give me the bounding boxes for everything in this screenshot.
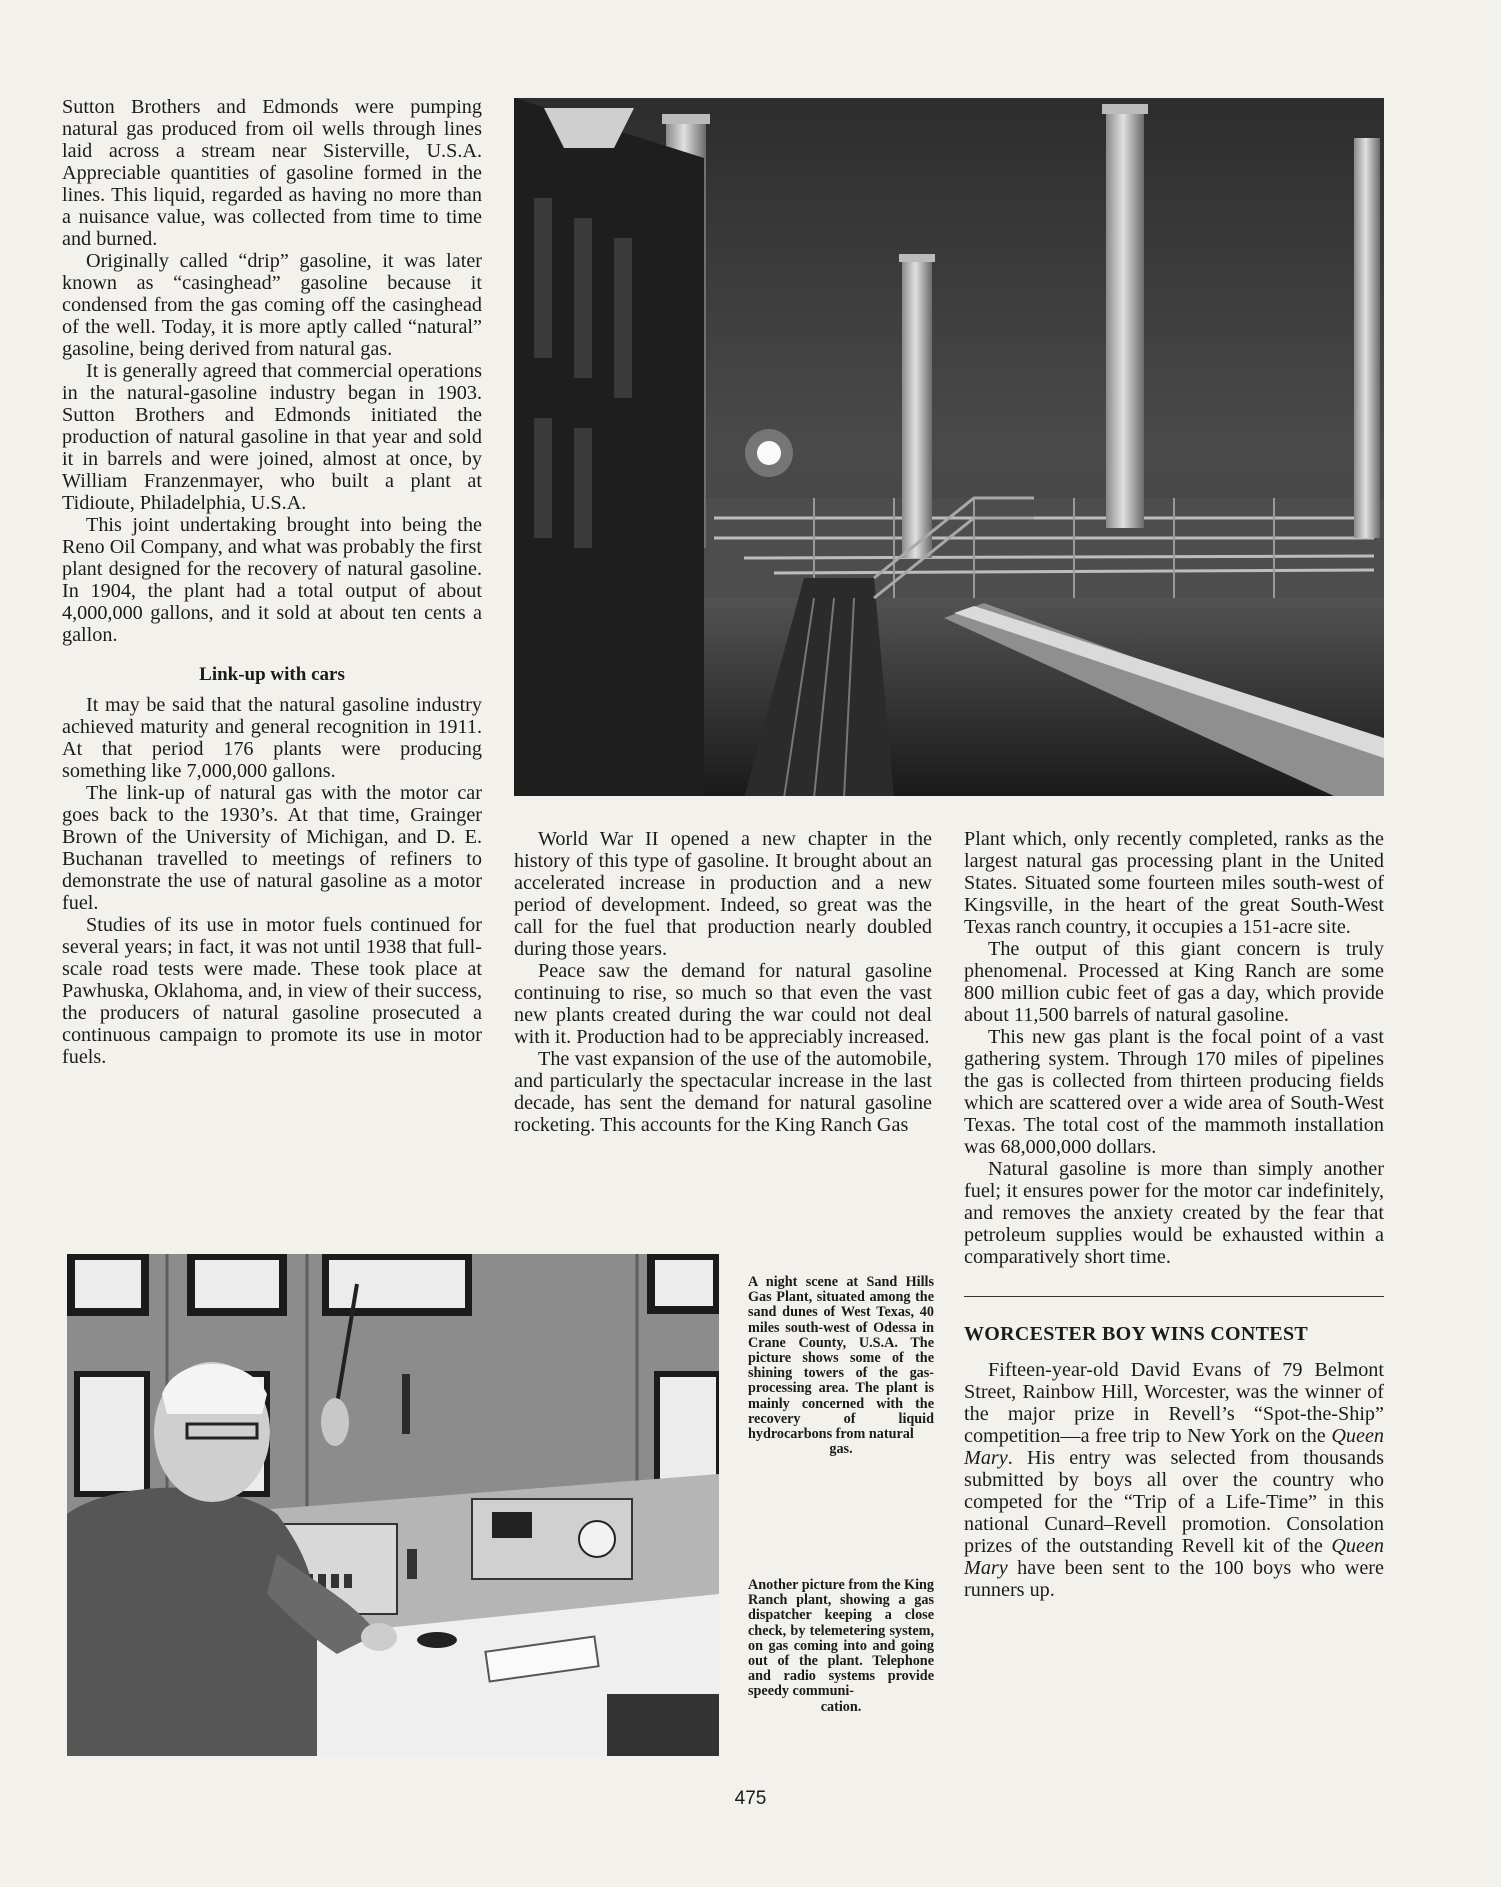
contest-heading: WORCESTER BOY WINS CONTEST [964,1323,1309,1345]
paragraph: It may be said that the natural gasoline industry achieved maturity and general recognition in 1911. At that period 176 plants were producing something like 7,000,000 gallons. [62,694,482,782]
dispatcher-photo-caption: Another picture from the King Ranch plant, showing a gas dispatcher keeping a close check, by telemetering system, on gas coming into and going out of the plant. Telephone and radio systems provide speedy communi- cation. [748,1577,935,1715]
paragraph: This new gas plant is the focal point of a vast gathering system. Through 170 miles of pipelines the gas is collected from thirteen producing fields which are scattered over a wide area of South-West Texas. The total cost of the mammoth installation was 68,000,000 dollars. [964,1026,1384,1158]
paragraph: The vast expansion of the use of the automobile, and particularly the spectacular increase in the last decade, has sent the demand for natural gasoline rocketing. This accounts for the King Ranch Gas [514,1048,932,1136]
paragraph: Peace saw the demand for natural gasoline continuing to rise, so much so that even the vast new plants created during the war could not deal with it. Production had to be appreciably increased. [514,960,932,1048]
paragraph: The link-up of natural gas with the motor car goes back to the 1930’s. At that time, Grainger Brown of the University of Michigan, and D. E. Buchanan travelled to meetings of refiners to demonstrate the use of natural gasoline as a motor fuel. [62,782,482,914]
subheading: Link-up with cars [199,664,345,685]
contest-paragraph: Fifteen-year-old David Evans of 79 Belmont Street, Rainbow Hill, Worcester, was the winner of the major prize in Revell’s “Spot-the-Ship” competition—a free trip to New York on the Queen Mary. His entry was selected from thousands submitted by boys all over the country who competed for the “Trip of a Life-Time” in this national Cunard–Revell promotion. Consolation prizes of the outstanding Revell kit of the Queen Mary have been sent to the 100 boys who were runners up. [964,1359,1384,1601]
paragraph: Natural gasoline is more than simply another fuel; it ensures power for the motor car indefinitely, and removes the anxiety created by the fear that petroleum supplies would be exhausted within a comparatively short time. [964,1158,1384,1268]
paragraph: World War II opened a new chapter in the history of this type of gasoline. It brought about an accelerated increase in production and a new period of development. Indeed, so great was the call for the fuel that production nearly doubled during those years. [514,828,932,960]
divider [964,1296,1384,1297]
ship-name: Queen Mary [964,1535,1384,1579]
ship-name: Queen Mary [964,1425,1384,1469]
page-number: 475 [734,1788,767,1809]
paragraph: Originally called “drip” gasoline, it was later known as “casinghead” gasoline because it condensed from the gas coming off the casinghead of the well. Today, it is more aptly called “natural” gasoline, being derived from natural gas. [62,250,482,360]
middle-column [514,828,932,1136]
right-column [964,828,1384,1601]
left-column [62,96,482,1068]
plant-photo-caption: A night scene at Sand Hills Gas Plant, situated among the sand dunes of West Texas, 40 miles south-west of Odessa in Crane County, U.S.A. The picture shows some of the shining towers of the gas-processing area. The plant is mainly concerned with the recovery of liquid hydrocarbons from natural gas. [748,1274,934,1458]
paragraph: Sutton Brothers and Edmonds were pumping natural gas produced from oil wells through lines laid across a stream near Sisterville, U.S.A. Appreciable quantities of gasoline formed in the lines. This liquid, regarded as having no more than a nuisance value, was collected from time to time and burned. [62,96,482,250]
paragraph: It is generally agreed that commercial operations in the natural-gasoline industry began in 1903. Sutton Brothers and Edmonds initiated the production of natural gasoline in that year and sold it in barrels and were joined, almost at once, by William Franzenmayer, who built a plant at Tidioute, Philadelphia, U.S.A. [62,360,482,514]
dispatcher-photo [67,1254,719,1756]
paragraph: This joint undertaking brought into being the Reno Oil Company, and what was probably the first plant designed for the recovery of natural gasoline. In 1904, the plant had a total output of about 4,000,000 gallons, and it sold at about ten cents a gallon. [62,514,482,646]
paragraph: Plant which, only recently completed, ranks as the largest natural gas processing plant in the United States. Situated some fourteen miles south-west of Kingsville, in the heart of the great South-West Texas ranch country, it occupies a 151-acre site. [964,828,1384,938]
gas-plant-photo [514,98,1384,796]
paragraph: The output of this giant concern is truly phenomenal. Processed at King Ranch are some 800 million cubic feet of gas a day, which provide about 11,500 barrels of natural gasoline. [964,938,1384,1026]
paragraph: Studies of its use in motor fuels continued for several years; in fact, it was not until 1938 that full-scale road tests were made. These took place at Pawhuska, Oklahoma, and, in view of their success, the producers of natural gasoline prosecuted a continuous campaign to promote its use in motor fuels. [62,914,482,1068]
